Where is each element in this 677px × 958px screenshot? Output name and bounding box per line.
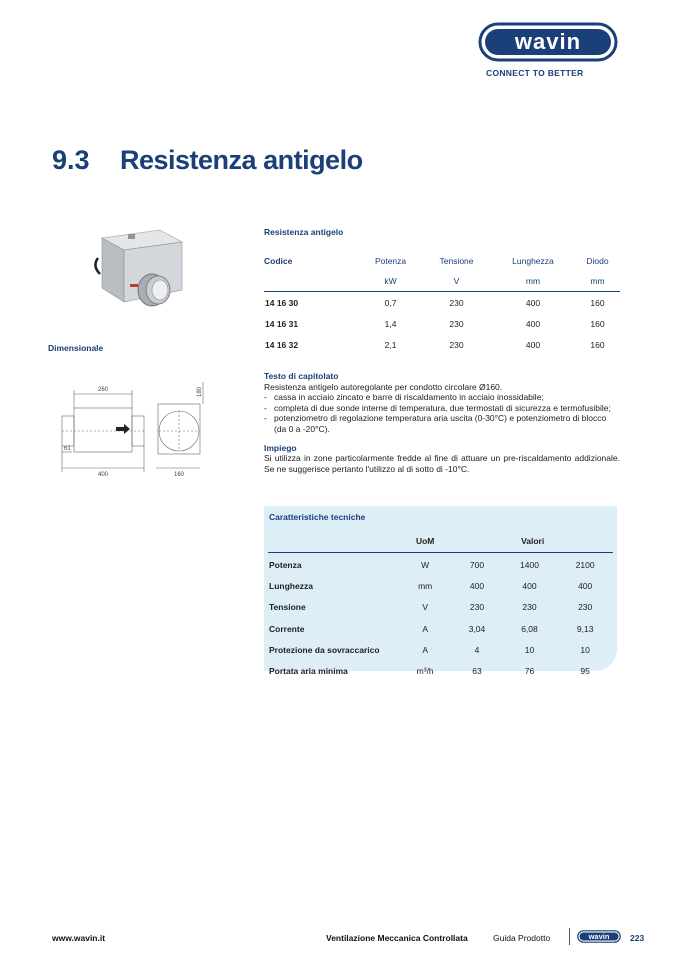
dimensional-drawing xyxy=(58,376,208,488)
cell-length: 400 xyxy=(525,339,541,350)
product-image xyxy=(90,228,190,314)
col-header-code: Codice xyxy=(264,255,293,266)
spec-item-text: potenziometro di regolazione temperatura aria uscita (0-30°C) e potenziometro di blocco (da 0 a -20°C). xyxy=(274,413,607,434)
cell-length: 400 xyxy=(525,318,541,329)
table-row xyxy=(268,553,613,576)
footer-subtitle: Guida Prodotto xyxy=(493,933,551,943)
cell-power: 0,7 xyxy=(384,297,397,308)
cell-power: 2,1 xyxy=(384,339,397,350)
spec-heading: Testo di capitolato xyxy=(264,371,339,381)
cell-voltage: 230 xyxy=(449,339,464,350)
footer-title: Ventilazione Meccanica Controllata xyxy=(326,933,468,943)
chapter-title: Resistenza antigelo xyxy=(120,145,363,175)
tech-label: Protezione da sovraccarico xyxy=(269,644,380,655)
tech-value: 700 xyxy=(469,559,485,570)
tech-label: Potenza xyxy=(269,559,302,570)
spec-section xyxy=(264,371,620,474)
tech-value: 1400 xyxy=(520,559,539,570)
tech-header-empty xyxy=(268,530,398,553)
dimensional-label: Dimensionale xyxy=(48,343,104,353)
table-row xyxy=(268,639,613,660)
tagline: CONNECT TO BETTER xyxy=(486,68,584,78)
cell-code: 14 16 31 xyxy=(265,318,299,329)
tech-value: 3,04 xyxy=(468,623,486,634)
drawing-label-length: 400 xyxy=(97,472,109,478)
wavin-logo xyxy=(478,22,618,62)
cell-diode: 160 xyxy=(590,297,605,308)
table-row xyxy=(264,292,620,314)
tech-value: 400 xyxy=(578,580,593,591)
cell-diode: 160 xyxy=(590,339,605,350)
drawing-label-height-side: 180 xyxy=(197,386,203,398)
drawing-label-width-top: 260 xyxy=(97,387,109,393)
cell-code: 14 16 30 xyxy=(265,297,299,308)
tech-label: Lunghezza xyxy=(269,580,313,591)
tech-uom: mm xyxy=(418,580,433,591)
tech-value: 230 xyxy=(522,602,537,613)
col-header-length: Lunghezza xyxy=(512,255,554,266)
footer-logo-text: wavin xyxy=(588,932,610,942)
table-row xyxy=(268,575,613,596)
tech-value: 63 xyxy=(472,666,482,677)
tech-box xyxy=(264,506,617,677)
use-heading: Impiego xyxy=(264,442,297,453)
unit-diode: mm xyxy=(575,270,620,292)
codes-table xyxy=(264,251,620,355)
spec-item-text: cassa in acciaio zincato e barre di riscaldamento in acciaio inossidabile; xyxy=(274,392,544,403)
units-row xyxy=(264,270,620,292)
tech-header-uom: UoM xyxy=(415,536,435,546)
tech-value: 10 xyxy=(580,644,590,655)
spec-item-text: completa di due sonde interne di temperatura, due termostati di sicurezza e termofusibile; xyxy=(274,402,611,413)
tech-value: 10 xyxy=(524,644,535,655)
tech-uom: W xyxy=(421,559,430,570)
tech-value: 400 xyxy=(469,580,485,591)
list-item: - completa di due sonde interne di temperatura, due termostati di sicurezza e termofusibile; xyxy=(264,403,620,414)
unit-code xyxy=(264,270,359,292)
cell-voltage: 230 xyxy=(449,297,464,308)
footer-divider xyxy=(569,928,570,945)
tech-header-values: Valori xyxy=(521,536,545,546)
col-header-diode: Diodo xyxy=(586,255,609,266)
col-header-power: Potenza xyxy=(374,255,407,266)
unit-length: mm xyxy=(491,270,575,292)
page-number: 223 xyxy=(630,933,645,943)
chapter-number: 9.3 xyxy=(52,145,90,175)
cell-voltage: 230 xyxy=(449,318,464,329)
tech-value: 9,13 xyxy=(576,623,594,634)
tech-uom: m³/h xyxy=(416,666,434,677)
drawing-label-diameter: 160 xyxy=(173,472,185,478)
logo-text: wavin xyxy=(514,29,582,54)
unit-power: kW xyxy=(359,270,422,292)
tech-uom: A xyxy=(422,644,428,655)
tech-value: 400 xyxy=(522,580,537,591)
footer-wavin-logo xyxy=(577,930,621,943)
table-row xyxy=(268,660,613,681)
list-item: - cassa in acciaio zincato e barre di riscaldamento in acciaio inossidabile; xyxy=(264,392,620,403)
cell-length: 400 xyxy=(525,297,541,308)
cell-diode: 160 xyxy=(590,318,605,329)
tech-label: Portata aria minima xyxy=(269,666,348,677)
use-text: Si utilizza in zone particolarmente fredde al fine di attuare un pre-riscaldamento addizionale. Se ne suggerisce pertanto l'utilizzo al di sotto di -10°C. xyxy=(264,453,620,474)
unit-voltage: V xyxy=(422,270,491,292)
codes-title: Resistenza antigelo xyxy=(264,227,344,237)
tech-title: Caratteristiche tecniche xyxy=(269,512,366,522)
tech-value: 6,08 xyxy=(521,623,538,634)
tech-uom: V xyxy=(422,602,428,613)
table-row xyxy=(268,618,613,639)
tech-label: Corrente xyxy=(269,623,305,634)
table-row xyxy=(264,313,620,334)
tech-value: 95 xyxy=(580,666,590,677)
drawing-label-offset: 61 xyxy=(64,446,71,452)
tech-uom: A xyxy=(422,623,428,634)
spec-intro: Resistenza antigelo autoregolante per condotto circolare Ø160. xyxy=(264,381,503,392)
tech-value: 4 xyxy=(474,644,480,655)
cell-code: 14 16 32 xyxy=(265,339,299,350)
tech-value: 230 xyxy=(578,602,593,613)
col-header-voltage: Tensione xyxy=(439,255,474,266)
tech-table xyxy=(268,530,613,682)
tech-label: Tensione xyxy=(269,602,306,613)
tech-value: 76 xyxy=(524,666,535,677)
tech-value: 230 xyxy=(469,602,485,613)
tech-value: 2100 xyxy=(575,559,595,570)
list-item: - potenziometro di regolazione temperatura aria uscita (0-30°C) e potenziometro di blocco (da 0 a -20°C). xyxy=(264,413,620,434)
cell-power: 1,4 xyxy=(384,318,397,329)
codes-section xyxy=(264,227,620,355)
table-row xyxy=(268,597,613,618)
footer-url[interactable]: www.wavin.it xyxy=(52,933,106,943)
table-row xyxy=(264,334,620,355)
